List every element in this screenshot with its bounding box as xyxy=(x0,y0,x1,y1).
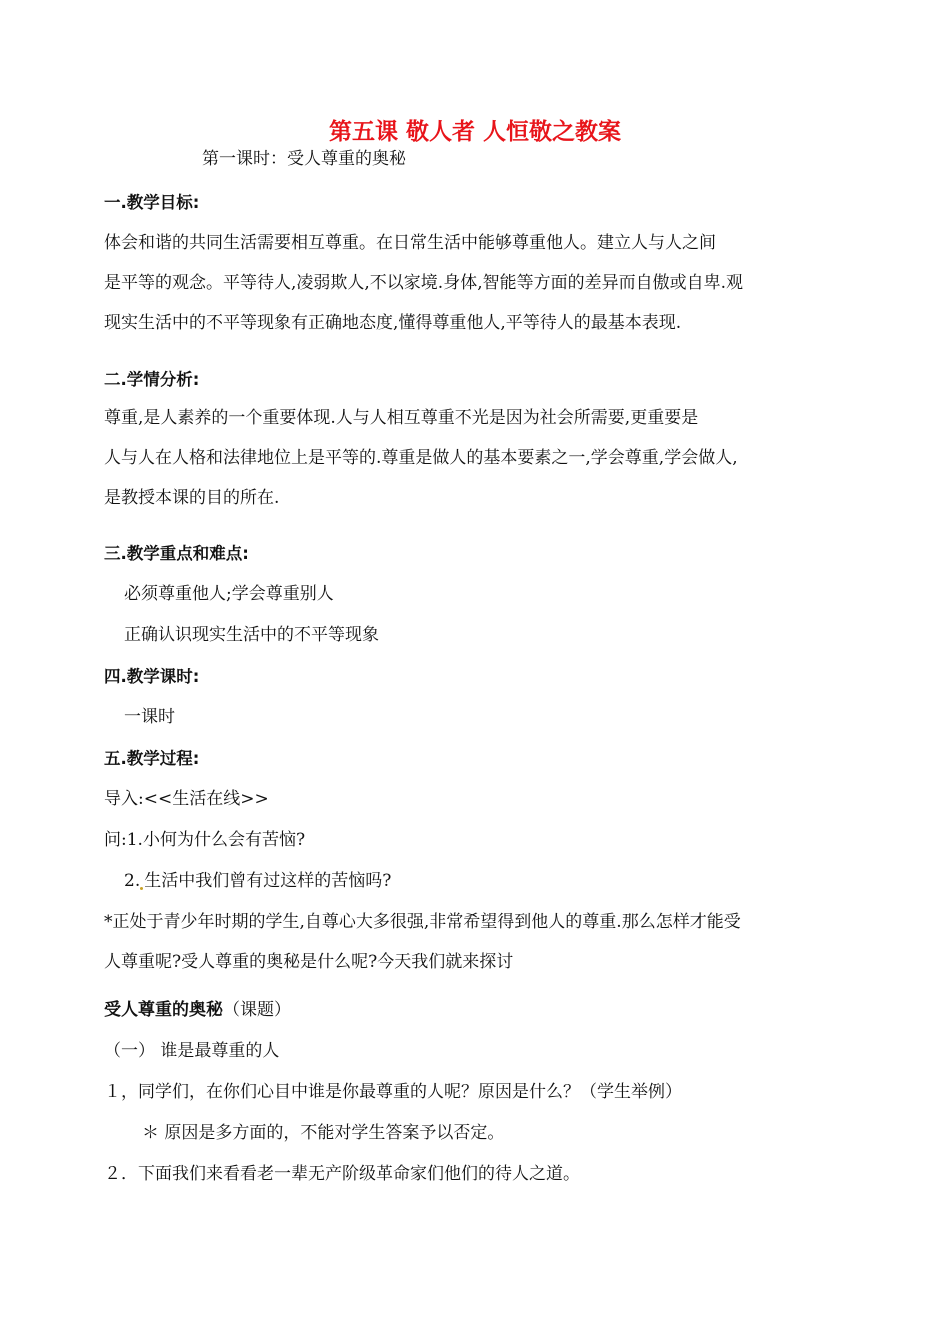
paragraph-line: 是教授本课的目的所在. xyxy=(104,488,280,508)
keypoint-item: 正确认识现实生活中的不平等现象 xyxy=(124,625,379,645)
objectives-paragraph xyxy=(104,223,852,343)
periods-value: 一课时 xyxy=(124,707,175,727)
section-heading-objectives: 一.教学目标: xyxy=(104,193,200,212)
lesson-topic-suffix: （课题） xyxy=(223,1000,291,1020)
paragraph-line: 人与人在人格和法律地位上是平等的.尊重是做人的基本要素之一,学会尊重,学会做人, xyxy=(104,448,738,468)
paragraph-line: 人尊重呢?受人尊重的奥秘是什么呢?今天我们就来探讨 xyxy=(104,952,514,972)
keypoint-item: 必须尊重他人;学会尊重别人 xyxy=(124,584,334,604)
section-heading-periods: 四.教学课时: xyxy=(104,667,200,686)
process-intro: 导入:<<生活在线>> xyxy=(104,789,269,809)
process-question-1: 问:1.小何为什么会有苦恼? xyxy=(104,830,306,850)
section-heading-keypoints: 三.教学重点和难点: xyxy=(104,544,249,563)
paragraph-line: 是平等的观念。平等待人,凌弱欺人,不以家境.身体,智能等方面的差异而自傲或自卑.观 xyxy=(104,273,744,293)
question-2-text: 生活中我们曾有过这样的苦恼吗? xyxy=(144,871,392,891)
page-title: 第五课 敬人者 人恒敬之教案 xyxy=(328,119,621,145)
process-item-2: ２．下面我们来看看老一辈无产阶级革命家们他们的待人之道。 xyxy=(104,1164,580,1184)
page-subtitle: 第一课时：受人尊重的奥秘 xyxy=(202,149,406,169)
accent-dot-mark xyxy=(140,887,143,890)
section-heading-analysis: 二.学情分析: xyxy=(104,370,200,389)
question-2-number: 2. xyxy=(124,871,141,891)
process-note-paragraph xyxy=(104,902,852,982)
process-item-1: １，同学们，在你们心目中谁是你最尊重的人呢？原因是什么？（学生举例） xyxy=(104,1082,682,1102)
paragraph-line: *正处于青少年时期的学生,自尊心大多很强,非常希望得到他人的尊重.那么怎样才能受 xyxy=(104,912,741,932)
process-part-one: （一） 谁是最尊重的人 xyxy=(104,1041,280,1061)
section-heading-process: 五.教学过程: xyxy=(104,749,200,768)
paragraph-line: 现实生活中的不平等现象有正确地态度,懂得尊重他人,平等待人的最基本表现. xyxy=(104,313,682,333)
process-question-2 xyxy=(124,870,391,892)
lesson-topic-title: 受人尊重的奥秘 xyxy=(104,1000,223,1020)
process-item-1-note: ＊ 原因是多方面的，不能对学生答案予以否定。 xyxy=(142,1123,505,1143)
paragraph-line: 体会和谐的共同生活需要相互尊重。在日常生活中能够尊重他人。建立人与人之间 xyxy=(104,233,716,253)
analysis-paragraph xyxy=(104,398,852,518)
lesson-topic xyxy=(104,999,291,1021)
paragraph-line: 尊重,是人素养的一个重要体现.人与人相互尊重不光是因为社会所需要,更重要是 xyxy=(104,408,699,428)
